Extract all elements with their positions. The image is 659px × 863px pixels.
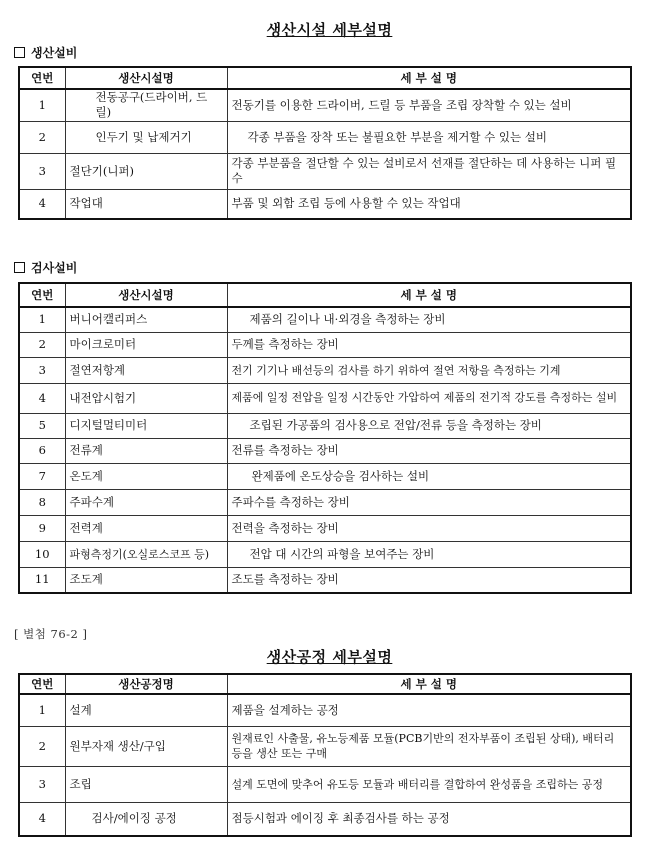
production-equipment-table bbox=[18, 66, 632, 220]
row-no: 2 bbox=[19, 726, 65, 766]
table-row bbox=[19, 694, 631, 726]
table-row bbox=[19, 541, 631, 567]
table-row bbox=[19, 89, 631, 121]
row-desc: 원재료인 사출물, 유노등제품 모듈(PCB기반의 전자부품이 조립된 상태), 배터리 등을 생산 또는 구매 bbox=[227, 726, 631, 766]
table-row bbox=[19, 726, 631, 766]
table-row bbox=[19, 332, 631, 357]
header-no: 연번 bbox=[19, 674, 65, 694]
row-desc: 주파수를 측정하는 장비 bbox=[227, 489, 631, 515]
row-name: 작업대 bbox=[65, 189, 227, 219]
checkbox-square-icon bbox=[14, 262, 25, 273]
row-desc: 전동기를 이용한 드라이버, 드릴 등 부품을 조립 장착할 수 있는 설비 bbox=[227, 89, 631, 121]
row-name: 조립 bbox=[65, 766, 227, 802]
row-desc: 설계 도면에 맞추어 유도등 모듈과 배터리를 결합하여 완성품을 조립하는 공정 bbox=[227, 766, 631, 802]
header-desc: 세 부 설 명 bbox=[227, 283, 631, 307]
table-row bbox=[19, 463, 631, 489]
table-row bbox=[19, 802, 631, 836]
table-row bbox=[19, 307, 631, 332]
row-no: 10 bbox=[19, 541, 65, 567]
table-row bbox=[19, 383, 631, 413]
header-name: 생산공정명 bbox=[65, 674, 227, 694]
row-desc: 각종 부분품을 절단할 수 있는 설비로서 선재를 절단하는 데 사용하는 니퍼 필수 bbox=[227, 153, 631, 189]
row-no: 4 bbox=[19, 189, 65, 219]
row-desc: 제품을 설계하는 공정 bbox=[227, 694, 631, 726]
row-no: 5 bbox=[19, 413, 65, 438]
row-name: 조도계 bbox=[65, 567, 227, 593]
header-name: 생산시설명 bbox=[65, 283, 227, 307]
row-no: 1 bbox=[19, 694, 65, 726]
table-header-row bbox=[19, 283, 631, 307]
row-name: 검사/에이징 공정 bbox=[65, 802, 227, 836]
row-name: 설계 bbox=[65, 694, 227, 726]
header-desc: 세 부 설 명 bbox=[227, 67, 631, 89]
header-no: 연번 bbox=[19, 67, 65, 89]
row-desc: 전력을 측정하는 장비 bbox=[227, 515, 631, 541]
row-desc: 전압 대 시간의 파형을 보여주는 장비 bbox=[227, 541, 631, 567]
row-desc: 완제품에 온도상승을 검사하는 설비 bbox=[227, 463, 631, 489]
table-row bbox=[19, 489, 631, 515]
row-no: 7 bbox=[19, 463, 65, 489]
row-no: 4 bbox=[19, 802, 65, 836]
row-no: 3 bbox=[19, 766, 65, 802]
table-header-row bbox=[19, 674, 631, 694]
row-desc: 제품에 일정 전압을 일정 시간동안 가압하여 제품의 전기적 강도를 측정하는 설비 bbox=[227, 383, 631, 413]
inspection-section-heading bbox=[14, 259, 77, 276]
row-desc: 전기 기기나 배선등의 검사를 하기 위하여 절연 저항을 측정하는 기계 bbox=[227, 357, 631, 383]
table-row bbox=[19, 153, 631, 189]
header-name: 생산시설명 bbox=[65, 67, 227, 89]
row-name: 절단기(니퍼) bbox=[65, 153, 227, 189]
row-no: 1 bbox=[19, 89, 65, 121]
row-desc: 조도를 측정하는 장비 bbox=[227, 567, 631, 593]
process-title: 생산공정 세부설명 bbox=[266, 648, 393, 666]
table-row bbox=[19, 438, 631, 463]
checkbox-square-icon bbox=[14, 47, 25, 58]
row-no: 1 bbox=[19, 307, 65, 332]
row-desc: 각종 부품을 장착 또는 불필요한 부분을 제거할 수 있는 설비 bbox=[227, 121, 631, 153]
row-no: 4 bbox=[19, 383, 65, 413]
header-desc: 세 부 설 명 bbox=[227, 674, 631, 694]
row-desc: 점등시험과 에이징 후 최종검사를 하는 공정 bbox=[227, 802, 631, 836]
row-no: 9 bbox=[19, 515, 65, 541]
row-name: 온도계 bbox=[65, 463, 227, 489]
row-name: 파형측정기(오실로스코프 등) bbox=[65, 541, 227, 567]
row-no: 3 bbox=[19, 153, 65, 189]
row-no: 2 bbox=[19, 121, 65, 153]
row-desc: 조립된 가공품의 검사용으로 전압/전류 등을 측정하는 장비 bbox=[227, 413, 631, 438]
row-name: 절연저항계 bbox=[65, 357, 227, 383]
row-name: 인두기 및 납제거기 bbox=[65, 121, 227, 153]
row-name: 내전압시험기 bbox=[65, 383, 227, 413]
production-section-heading bbox=[14, 44, 77, 61]
production-section-label: 생산설비 bbox=[31, 46, 78, 60]
row-name: 전력계 bbox=[65, 515, 227, 541]
table-row bbox=[19, 766, 631, 802]
row-no: 8 bbox=[19, 489, 65, 515]
table-header-row bbox=[19, 67, 631, 89]
attachment-reference: [ 별첨 76-2 ] bbox=[14, 627, 88, 641]
table-row bbox=[19, 515, 631, 541]
row-no: 2 bbox=[19, 332, 65, 357]
table-row bbox=[19, 121, 631, 153]
inspection-equipment-table bbox=[18, 282, 632, 594]
row-name: 마이크로미터 bbox=[65, 332, 227, 357]
row-name: 전동공구(드라이버, 드릴) bbox=[65, 89, 227, 121]
row-name: 원부자재 생산/구입 bbox=[65, 726, 227, 766]
row-desc: 부품 및 외함 조립 등에 사용할 수 있는 작업대 bbox=[227, 189, 631, 219]
row-desc: 두께를 측정하는 장비 bbox=[227, 332, 631, 357]
table-row bbox=[19, 189, 631, 219]
header-no: 연번 bbox=[19, 283, 65, 307]
table-row bbox=[19, 357, 631, 383]
row-no: 6 bbox=[19, 438, 65, 463]
row-desc: 전류를 측정하는 장비 bbox=[227, 438, 631, 463]
table-row bbox=[19, 567, 631, 593]
facility-title: 생산시설 세부설명 bbox=[266, 21, 393, 39]
row-name: 버니어캘리퍼스 bbox=[65, 307, 227, 332]
inspection-section-label: 검사설비 bbox=[31, 261, 78, 275]
row-name: 디지털멀티미터 bbox=[65, 413, 227, 438]
row-name: 주파수계 bbox=[65, 489, 227, 515]
row-no: 11 bbox=[19, 567, 65, 593]
process-table bbox=[18, 673, 632, 837]
table-row bbox=[19, 413, 631, 438]
row-name: 전류계 bbox=[65, 438, 227, 463]
row-no: 3 bbox=[19, 357, 65, 383]
row-desc: 제품의 길이나 내·외경을 측정하는 장비 bbox=[227, 307, 631, 332]
